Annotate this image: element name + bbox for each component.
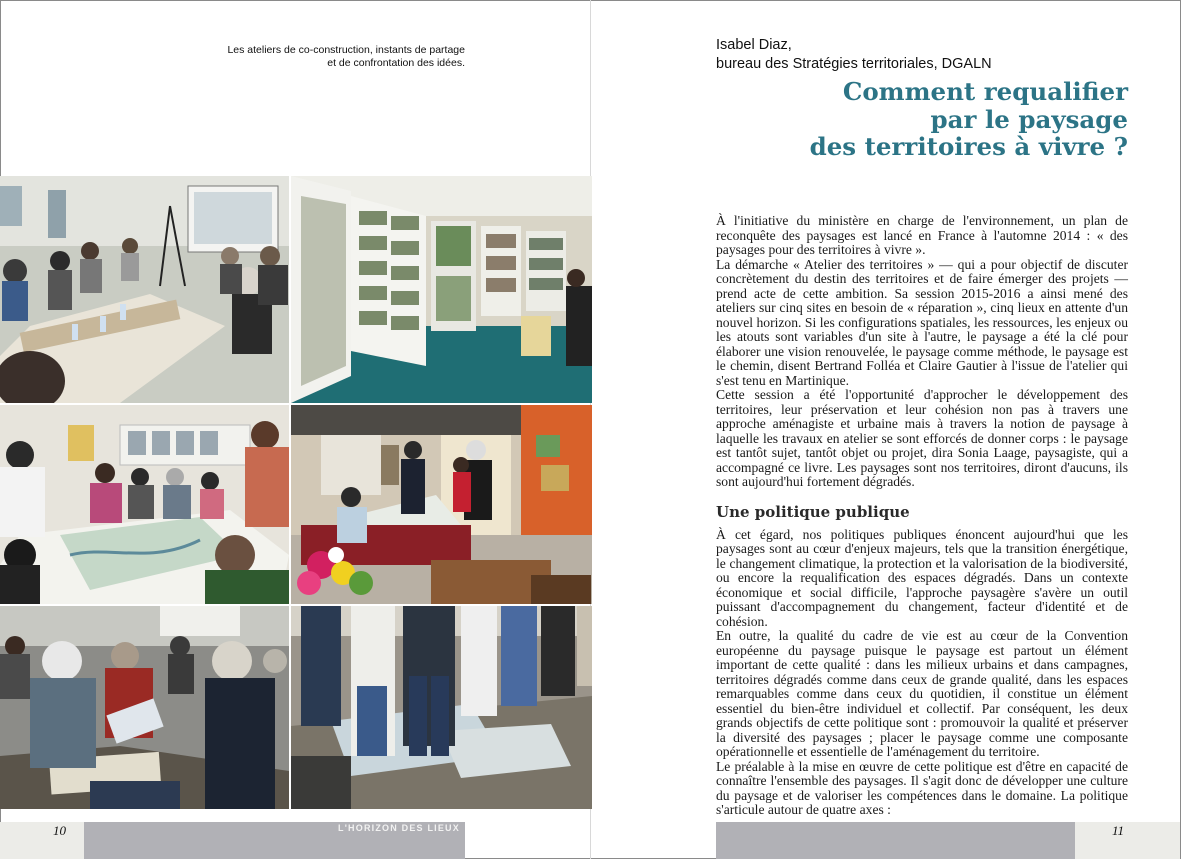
photo-exhibition-panels <box>291 176 592 403</box>
page-number-left: 10 <box>53 823 66 838</box>
title-line: par le paysage <box>930 104 1128 134</box>
paragraph: Cette session a été l'opportunité d'approcher le développement des territoires, leur préservation et leur cohésion non pas à travers une approche aménagiste et urbaine mais à travers la notion de paysage à laquelle les travaux en atelier se sont efforcés de donner corps : le paysage est tantôt sujet, tantôt objet ou projet, dira Sonia Laage, paysagiste, qui a accompagné ce livre. Les paysages sont nos territoires, diront d'aucuns, ils sont aujourd'hui fortement dégradés. <box>716 387 1128 489</box>
author-name: Isabel Diaz, <box>716 37 792 53</box>
title-line: des territoires à vivre ? <box>809 132 1128 161</box>
article-title <box>716 78 1128 161</box>
photo-flowers-room <box>291 405 592 604</box>
photo-workshop-meeting-room <box>0 176 289 403</box>
author-role: bureau des Stratégies territoriales, DGALN <box>716 56 992 72</box>
caption-line: et de confrontation des idées. <box>327 57 465 69</box>
author-block <box>716 36 992 74</box>
footer-page-number-box <box>1075 822 1180 859</box>
photo-caption <box>165 44 465 70</box>
photo-seated-participants <box>0 606 289 809</box>
paragraph: La démarche « Atelier des territoires » — qui a pour objectif de discuter concrètement du destin des territoires et de faire émerger des projets — prend acte de cette ambition. Sa session 2015-2016 a ainsi mené des ateliers sur cinq sites en besoin de « réparation », cinq lieux en attente d'un nouvel horizon. Si les configurations spatiales, les ressources, les enjeux ou les atouts sont variables d'un site à l'autre, le paysage a été la clé pour élaborer une vision renouvelée, le paysage comme méthode, le paysage est le chemin, disent Bertrand Folléa et Claire Gautier à l'issue de l'atelier qui s'est tenu en Martinique. <box>716 256 1128 388</box>
photo-map-workshop <box>0 405 289 604</box>
photo-grid <box>0 176 590 805</box>
running-head: L'HORIZON DES LIEUX <box>338 823 460 833</box>
page-number-right: 11 <box>1112 823 1125 838</box>
paragraph: À cet égard, nos politiques publiques énoncent aujourd'hui que les paysages sont au cœur d'enjeux majeurs, tels que la transition énergétique, le changement climatique, la protection et la valorisation de la biodiversité, ou encore la requalification des espaces dégradés. Dans un contexte économique et social difficile, l'approche paysagère s'avère un outil puissant d'accompagnement du changement, facteur d'identité et de cohésion. <box>716 526 1128 629</box>
footer-page-number-box <box>0 822 84 859</box>
caption-line: Les ateliers de co-construction, instants de partage <box>227 44 465 56</box>
paragraph: Le préalable à la mise en œuvre de cette politique est d'être en capacité de connaître l'ensemble des paysages. Il s'agit donc de développer une culture du paysage et de valoriser les compétences dans le domaine. La politique s'articule autour de quatre axes : <box>716 758 1128 817</box>
title-line: Comment requalifier <box>842 77 1128 106</box>
paragraph: À l'initiative du ministère en charge de l'environnement, un plan de reconquête des paysages est lancé en France à l'automne 2014 : « des paysages pour des territoires à vivre ». <box>716 213 1128 257</box>
article-body <box>716 214 1128 818</box>
photo-standing-floor-maps <box>291 606 592 809</box>
section-heading: Une politique publique <box>716 502 910 521</box>
footer-band-right <box>716 822 1075 859</box>
paragraph: En outre, la qualité du cadre de vie est au cœur de la Convention européenne du paysage puisque le paysage est partout un élément important de cette qualité : dans les milieux urbains et dans campagnes, territoires dégradés comme dans ceux de grande qualité, dans les espaces remarquables comme dans ceux du quotidien, il constitue un élément essentiel du bien-être individuel et collectif. Par conséquent, les deux grands objectifs de cette politique sont : promouvoir la qualité et préserver la diversité des paysages ; placer le paysage comme une composante opérationnelle et essentielle de l'aménagement du territoire. <box>716 628 1128 759</box>
